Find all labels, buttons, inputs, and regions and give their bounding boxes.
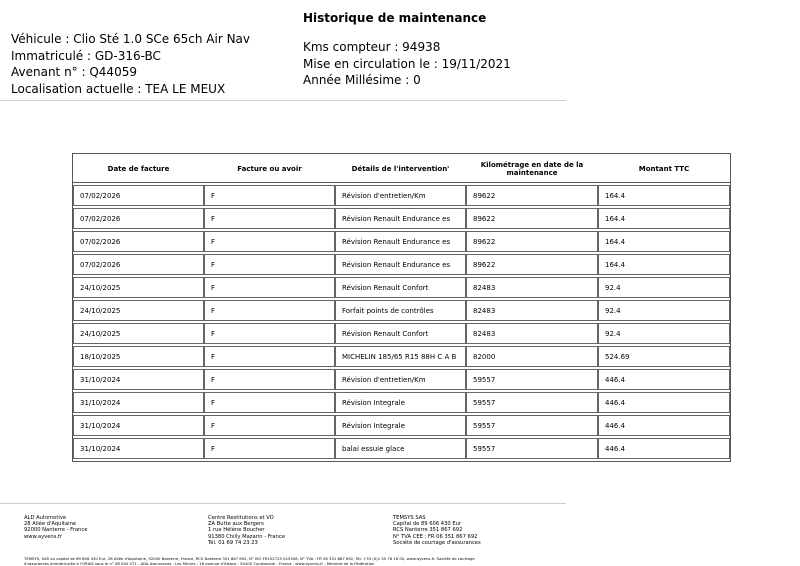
first-registration-date: Mise en circulation le : 19/11/2021 — [303, 56, 511, 73]
cell-invoice-type: F — [204, 438, 335, 459]
cell-mileage: 89622 — [466, 185, 598, 206]
table-row — [73, 323, 730, 344]
maintenance-table — [72, 153, 731, 462]
table-row — [73, 185, 730, 206]
cell-mileage: 59557 — [466, 392, 598, 413]
cell-amount: 164.4 — [598, 185, 730, 206]
table-row — [73, 438, 730, 459]
cell-details: Forfait points de contrôles — [335, 300, 466, 321]
header-divider — [0, 100, 566, 101]
legal-line: TEMSYS, SAS au capital de 89 606 430 Eur, 28 Allée d'Aquitaine, 92000 Nanterre, France, RCS Nanterre 351 867 692, N° ISO FR152725 015508, N° TVA : FR 06 351 867 692, Tél. +33 (0)1 55 76 18 00, www.ayvens.fr. Société de courtage — [24, 557, 544, 562]
cell-mileage: 82483 — [466, 323, 598, 344]
cell-invoice-type: F — [204, 277, 335, 298]
footer-line: Tél. 01 69 74 23 23 — [208, 540, 285, 546]
cell-invoice-type: F — [204, 392, 335, 413]
vehicle-info — [11, 31, 250, 97]
cell-invoice-date: 24/10/2025 — [73, 323, 204, 344]
cell-amount: 446.4 — [598, 392, 730, 413]
cell-details: Révision d'entretien/Km — [335, 185, 466, 206]
footer-divider — [0, 503, 566, 504]
cell-amount: 92.4 — [598, 277, 730, 298]
cell-invoice-date: 07/02/2026 — [73, 185, 204, 206]
vehicle-model: Véhicule : Clio Sté 1.0 SCe 65ch Air Nav — [11, 31, 250, 48]
table-row — [73, 277, 730, 298]
model-year: Année Millésime : 0 — [303, 72, 511, 89]
legal-line: d'assurances immatriculée à l'ORIAS sous le n° 08 040 071 - ADA Assurances - Les Miroirs - 18 avenue d'Alsace - 92400 Courbevoie - France - www.ayvens.fr - Membre de la Fédération — [24, 562, 544, 566]
cell-invoice-date: 24/10/2025 — [73, 300, 204, 321]
cell-invoice-date: 31/10/2024 — [73, 392, 204, 413]
footer-line: 91380 Chilly Mazarin - France — [208, 534, 285, 540]
cell-amount: 164.4 — [598, 208, 730, 229]
cell-amount: 446.4 — [598, 438, 730, 459]
cell-mileage: 89622 — [466, 254, 598, 275]
cell-invoice-date: 18/10/2025 — [73, 346, 204, 367]
cell-invoice-type: F — [204, 300, 335, 321]
cell-details: Révision Renault Endurance es — [335, 254, 466, 275]
cell-details: Révision Renault Confort — [335, 323, 466, 344]
column-header-invoice-type: Facture ou avoir — [204, 156, 335, 183]
footer-line: ALD Automotive — [24, 515, 87, 521]
cell-details: Révision Integrale — [335, 392, 466, 413]
vehicle-location: Localisation actuelle : TEA LE MEUX — [11, 81, 250, 98]
cell-details: Révision Integrale — [335, 415, 466, 436]
cell-invoice-date: 31/10/2024 — [73, 438, 204, 459]
table-row — [73, 300, 730, 321]
footer-line: RCS Nanterre 351 867 692 — [393, 527, 481, 533]
vehicle-registration: Immatriculé : GD-316-BC — [11, 48, 250, 65]
footer-line: N° TVA CEE : FR 06 351 867 692 — [393, 534, 481, 540]
table-row — [73, 392, 730, 413]
table-row — [73, 346, 730, 367]
cell-details: Révision d'entretien/Km — [335, 369, 466, 390]
cell-amount: 446.4 — [598, 369, 730, 390]
footer-company-address — [24, 515, 87, 540]
column-header-details: Détails de l'intervention' — [335, 156, 466, 183]
vehicle-amendment: Avenant n° : Q44059 — [11, 64, 250, 81]
table-row — [73, 208, 730, 229]
table-row — [73, 369, 730, 390]
table-row — [73, 231, 730, 252]
cell-details: Révision Renault Endurance es — [335, 208, 466, 229]
table-header-row — [73, 156, 730, 183]
footer-line: Capital de 89 606 430 Eur — [393, 521, 481, 527]
footer-line: Centre Restitutions et VO — [208, 515, 285, 521]
cell-invoice-date: 07/02/2026 — [73, 208, 204, 229]
vehicle-counters — [303, 39, 511, 89]
cell-mileage: 89622 — [466, 231, 598, 252]
cell-mileage: 59557 — [466, 415, 598, 436]
table-row — [73, 254, 730, 275]
footer-insurance-broker — [393, 515, 481, 546]
column-header-amount: Montant TTC — [598, 156, 730, 183]
column-header-invoice-date: Date de facture — [73, 156, 204, 183]
cell-details: Révision Renault Confort — [335, 277, 466, 298]
footer-line: www.ayvens.fr — [24, 534, 87, 540]
cell-invoice-type: F — [204, 346, 335, 367]
cell-details: balai essuie glace — [335, 438, 466, 459]
cell-invoice-type: F — [204, 415, 335, 436]
footer-line: Société de courtage d'assurances — [393, 540, 481, 546]
cell-invoice-date: 31/10/2024 — [73, 369, 204, 390]
cell-invoice-type: F — [204, 369, 335, 390]
cell-details: MICHELIN 185/65 R15 88H C A B — [335, 346, 466, 367]
footer-line: TEMSYS SAS — [393, 515, 481, 521]
table-row — [73, 415, 730, 436]
page-title: Historique de maintenance — [303, 11, 486, 25]
cell-invoice-date: 07/02/2026 — [73, 231, 204, 252]
cell-amount: 164.4 — [598, 231, 730, 252]
footer-line: 1 rue Hélène Boucher — [208, 527, 285, 533]
cell-invoice-type: F — [204, 323, 335, 344]
cell-invoice-type: F — [204, 254, 335, 275]
cell-mileage: 82000 — [466, 346, 598, 367]
cell-amount: 164.4 — [598, 254, 730, 275]
cell-invoice-type: F — [204, 185, 335, 206]
cell-details: Révision Renault Endurance es — [335, 231, 466, 252]
cell-invoice-type: F — [204, 208, 335, 229]
cell-mileage: 59557 — [466, 438, 598, 459]
cell-mileage: 82483 — [466, 300, 598, 321]
column-header-mileage: Kilométrage en date de la maintenance — [466, 156, 598, 183]
footer-line: 92000 Nanterre - France — [24, 527, 87, 533]
cell-amount: 92.4 — [598, 323, 730, 344]
cell-amount: 524.69 — [598, 346, 730, 367]
cell-amount: 92.4 — [598, 300, 730, 321]
footer-line: 28 Allée d'Aquitaine — [24, 521, 87, 527]
cell-invoice-type: F — [204, 231, 335, 252]
odometer: Kms compteur : 94938 — [303, 39, 511, 56]
cell-invoice-date: 24/10/2025 — [73, 277, 204, 298]
cell-mileage: 82483 — [466, 277, 598, 298]
cell-amount: 446.4 — [598, 415, 730, 436]
footer-returns-center — [208, 515, 285, 546]
cell-invoice-date: 07/02/2026 — [73, 254, 204, 275]
cell-mileage: 59557 — [466, 369, 598, 390]
footer-line: ZA Butte aux Bergers — [208, 521, 285, 527]
cell-invoice-date: 31/10/2024 — [73, 415, 204, 436]
cell-mileage: 89622 — [466, 208, 598, 229]
